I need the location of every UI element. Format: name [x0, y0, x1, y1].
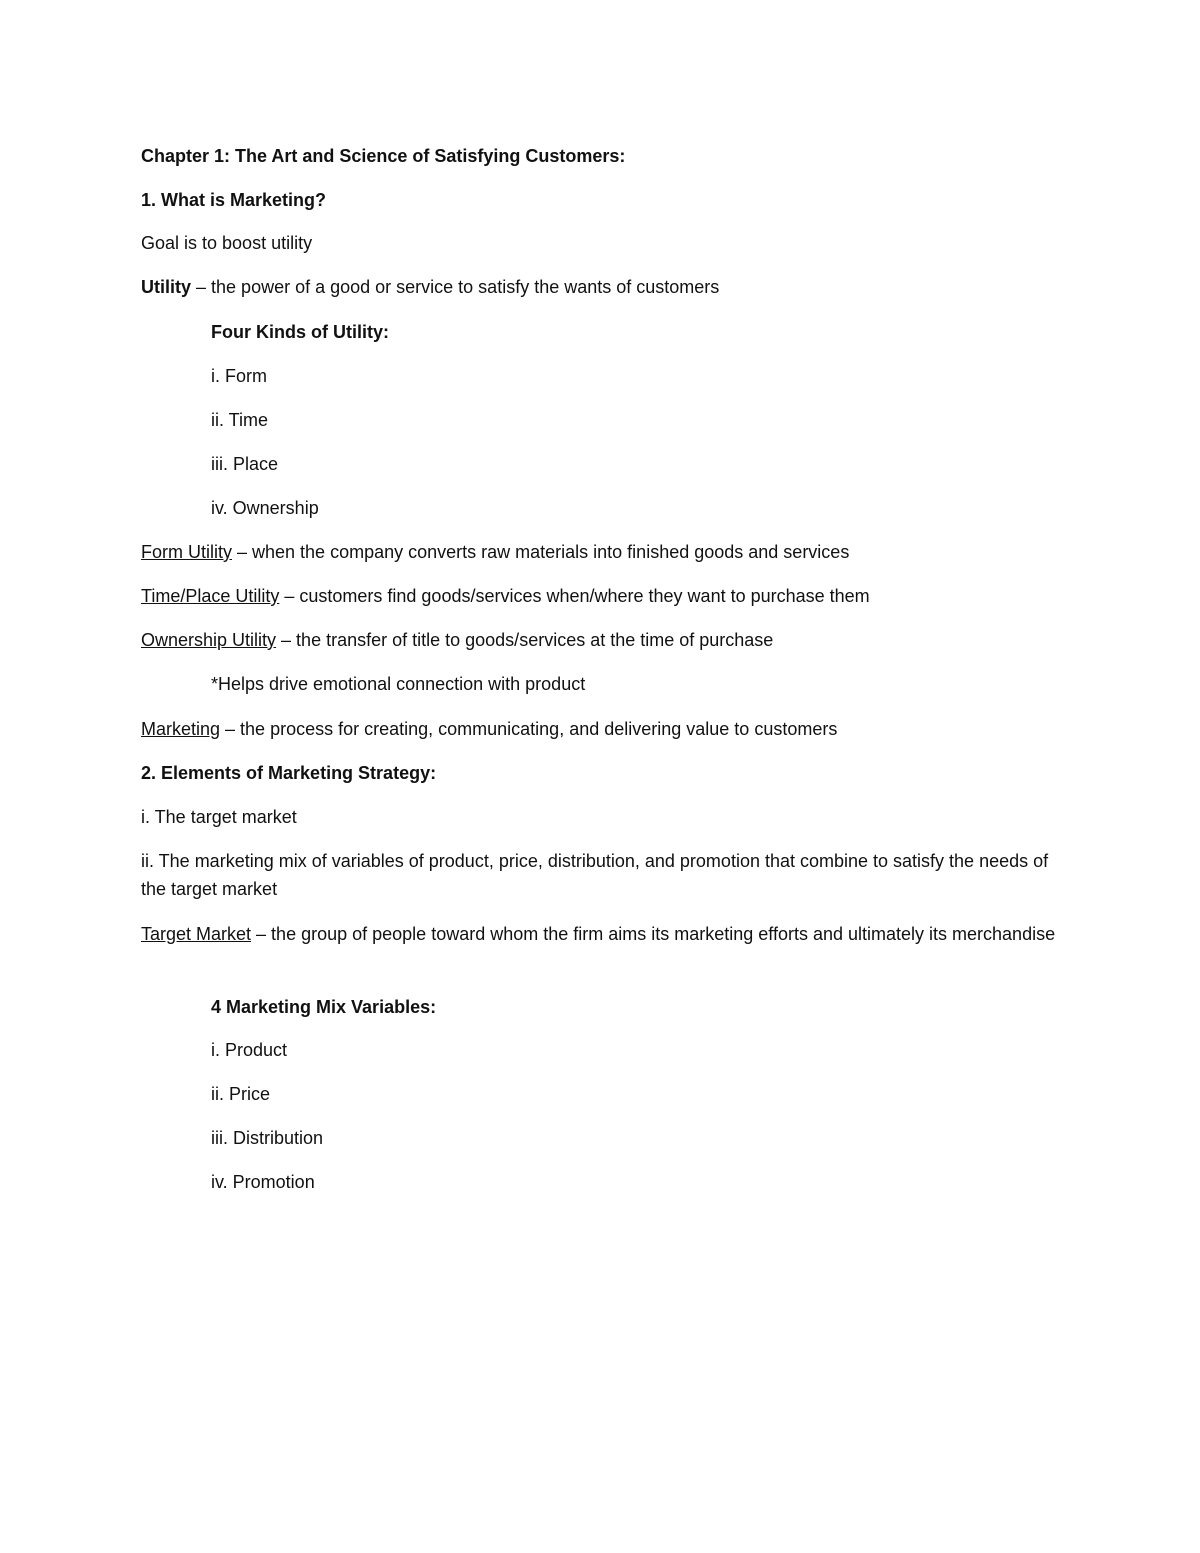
timeplace-utility-definition [141, 582, 870, 610]
mix-variable-item: ii. Price [211, 1084, 271, 1104]
utility-kind-item: ii. Time [211, 410, 269, 430]
utility-kind-item: iii. Place [211, 454, 279, 474]
goal-text: Goal is to boost utility [141, 233, 313, 253]
marketing-def-text: – the process for creating, communicating, and delivering value to customers [220, 719, 838, 739]
four-kinds-heading: Four Kinds of Utility: [211, 322, 389, 342]
utility-definition [141, 273, 719, 301]
timeplace-utility-term: Time/Place Utility [141, 586, 280, 606]
mix-variable-item: iv. Promotion [211, 1172, 315, 1192]
mix-variables-heading: 4 Marketing Mix Variables: [211, 997, 437, 1017]
target-market-term: Target Market [141, 924, 252, 944]
target-market-def-text: – the group of people toward whom the firm aims its marketing efforts and ultimately its merchandise [251, 924, 1056, 944]
timeplace-utility-def-text: – customers find goods/services when/where they want to purchase them [279, 586, 870, 606]
utility-def-text: – the power of a good or service to satisfy the wants of customers [191, 277, 720, 297]
utility-kind-item: iv. Ownership [211, 498, 319, 518]
mix-variable-item: i. Product [211, 1040, 288, 1060]
section-1-heading: 1. What is Marketing? [141, 190, 327, 210]
marketing-term: Marketing [141, 719, 221, 739]
mix-variable-item: iii. Distribution [211, 1128, 324, 1148]
strategy-element-item: ii. The marketing mix of variables of product, price, distribution, and promotion that combine to satisfy the needs of the target market [141, 851, 1049, 899]
form-utility-definition [141, 538, 849, 566]
section-2-heading: 2. Elements of Marketing Strategy: [141, 763, 437, 783]
marketing-definition [141, 715, 837, 743]
target-market-definition [141, 920, 1061, 948]
ownership-utility-def-text: – the transfer of title to goods/services at the time of purchase [276, 630, 774, 650]
ownership-utility-term: Ownership Utility [141, 630, 277, 650]
ownership-utility-definition [141, 626, 773, 654]
form-utility-term: Form Utility [141, 542, 232, 562]
form-utility-def-text: – when the company converts raw materials into finished goods and services [232, 542, 850, 562]
ownership-note: *Helps drive emotional connection with product [211, 674, 586, 694]
chapter-title: Chapter 1: The Art and Science of Satisfying Customers: [141, 146, 626, 166]
utility-term: Utility [141, 277, 192, 297]
strategy-element-item: i. The target market [141, 807, 297, 827]
utility-kind-item: i. Form [211, 366, 267, 386]
